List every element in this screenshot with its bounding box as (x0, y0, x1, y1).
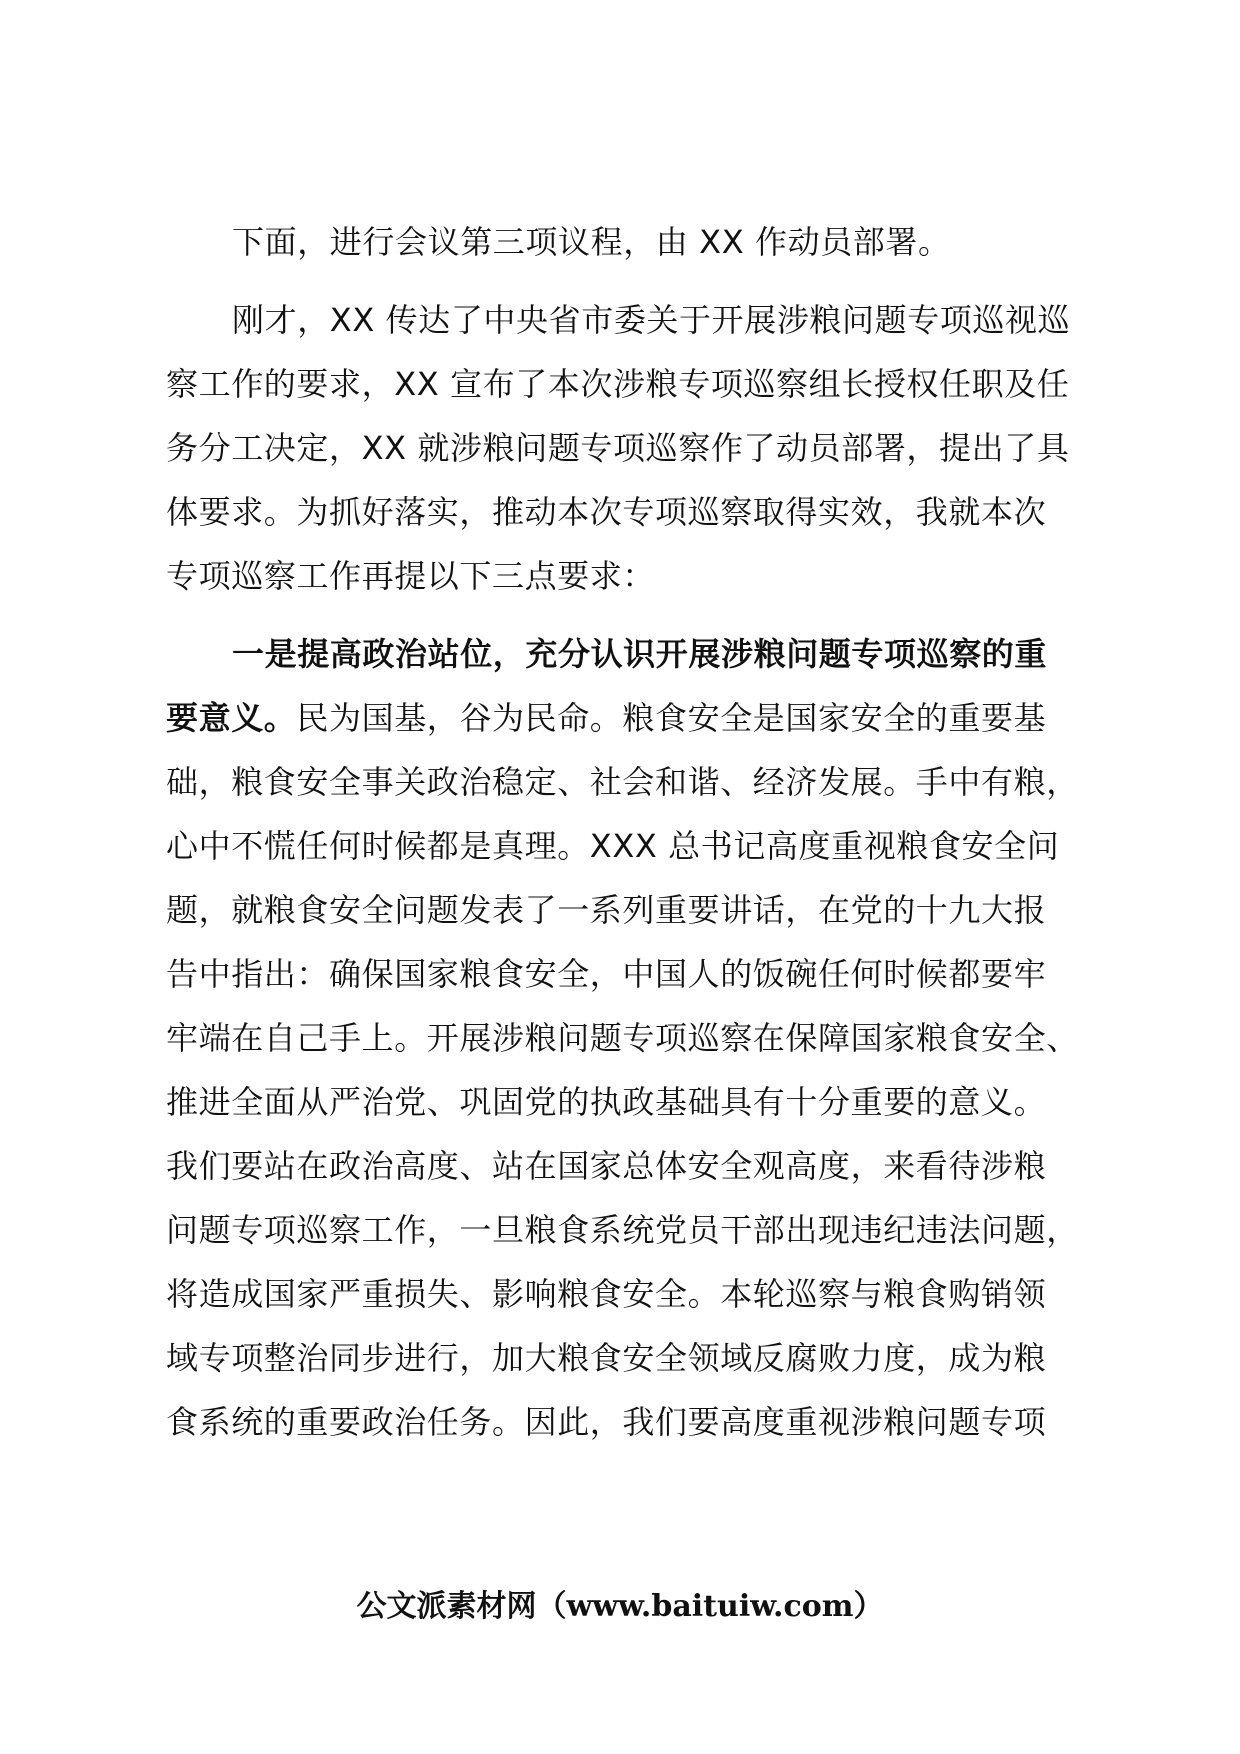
text-line: 域专项整治同步进行，加大粮食安全领域反腐败力度，成为粮 (166, 1339, 1047, 1377)
text-line: 我们要站在政治高度、站在国家总体安全观高度，来看待涉粮 (166, 1147, 1047, 1185)
text-line: 础，粮食安全事关政治稳定、社会和谐、经济发展。手中有粮， (166, 763, 1079, 801)
text-line: 刚才，XX 传达了中央省市委关于开展涉粮问题专项巡视巡 (232, 301, 1071, 339)
section-heading-end: 要意义。 (166, 699, 297, 737)
text-line: 察工作的要求，XX 宣布了本次涉粮专项巡察组长授权任职及任 (166, 365, 1070, 403)
paragraph-spacer (166, 608, 1086, 622)
text-line: 牢端在自己手上。开展涉粮问题专项巡察在保障国家粮食安全、 (166, 1019, 1079, 1057)
paragraph-point-one (166, 622, 1086, 1518)
paragraph-summary (166, 288, 1086, 608)
paragraph-spacer (166, 274, 1086, 288)
text-line (166, 1454, 1086, 1518)
text-line: 推进全面从严治党、巩固党的执政基础具有十分重要的意义。 (166, 1083, 1047, 1121)
text-line: 告中指出：确保国家粮食安全，中国人的饭碗任何时候都要牢 (166, 955, 1047, 993)
text-line: 专项巡察工作再提以下三点要求： (166, 557, 656, 595)
paragraph-intro: 下面，进行会议第三项议程，由 XX 作动员部署。 (232, 223, 951, 261)
page-footer: 公文派素材网（www.baituiw.com） (356, 1589, 884, 1624)
document-body (166, 210, 1086, 1518)
text-line (166, 686, 1086, 750)
text-line: 食系统的重要政治任务。因此，我们要高度重视涉粮问题专项 (166, 1403, 1047, 1441)
text-fragment: 民为国基，谷为民命。粮食安全是国家安全的重要基 (296, 699, 1047, 737)
section-heading: 一是提高政治站位，充分认识开展涉粮问题专项巡察的重 (232, 635, 1048, 673)
text-line: 心中不慌任何时候都是真理。XXX 总书记高度重视粮食安全问 (166, 827, 1060, 865)
text-line: 题，就粮食安全问题发表了一系列重要讲话，在党的十九大报 (166, 891, 1047, 929)
text-line: 问题专项巡察工作，一旦粮食系统党员干部出现违纪违法问题， (166, 1211, 1079, 1249)
text-line: 务分工决定，XX 就涉粮问题专项巡察作了动员部署，提出了具 (166, 429, 1070, 467)
text-line: 体要求。为抓好落实，推动本次专项巡察取得实效，我就本次 (166, 493, 1047, 531)
text-line: 将造成国家严重损失、影响粮食安全。本轮巡察与粮食购销领 (166, 1275, 1047, 1313)
